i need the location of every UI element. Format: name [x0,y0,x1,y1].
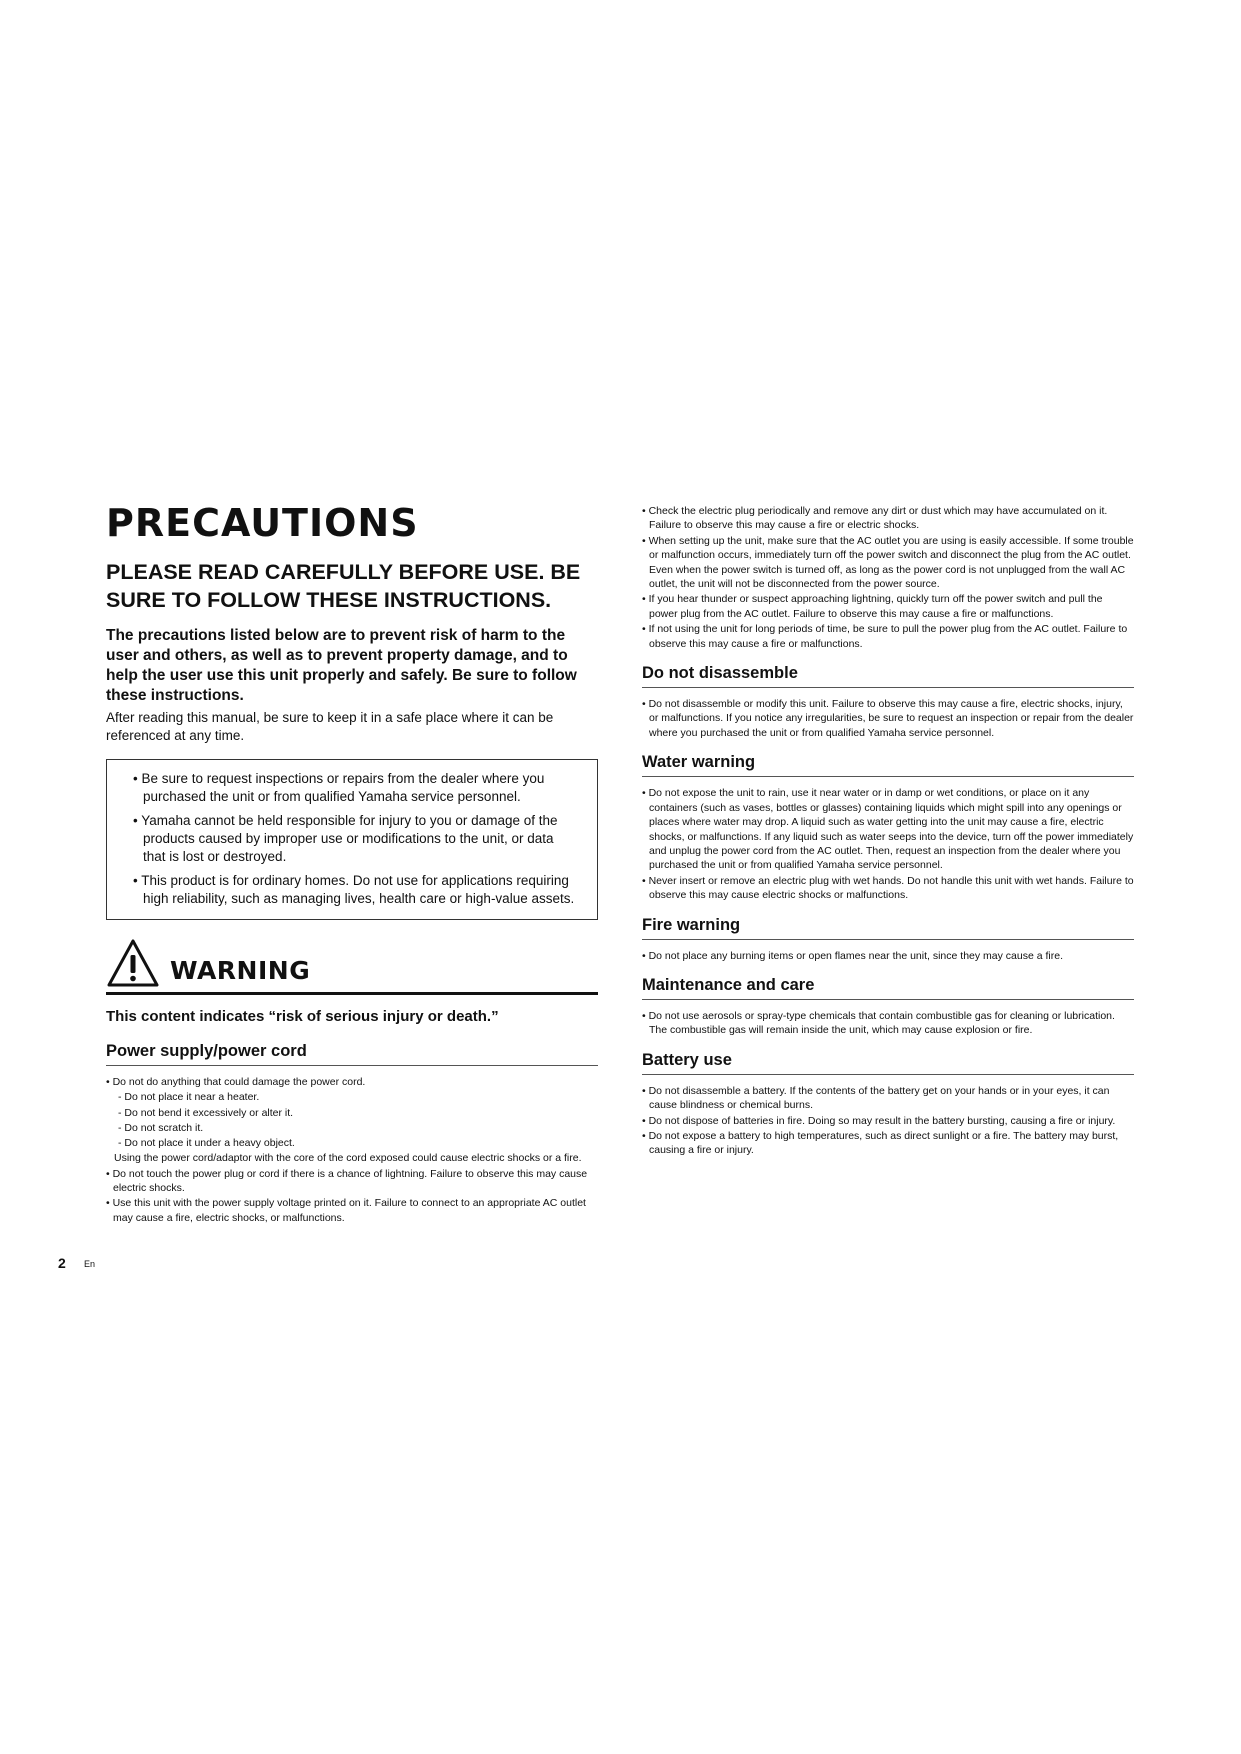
list-item: • Check the electric plug periodically and remove any dirt or dust which may have accumulated on it. Failure to observe this may cause a fire or electric shocks. [642,505,1108,532]
sub-item: - Do not place it near a heater. [118,1091,260,1104]
section-title: Fire warning [642,915,1134,940]
list-item: • Use this unit with the power supply voltage printed on it. Failure to connect to an appropriate AC outlet may cause a fire, electric shocks, or malfunctions. [106,1197,586,1224]
notice-item: • This product is for ordinary homes. Do not use for applications requiring high reliability, such as managing lives, health care or high-value assets. [133,873,575,906]
notice-item: • Yamaha cannot be held responsible for injury to you or damage of the products caused by improper use or modifications to the unit, or data that is lost or destroyed. [133,813,558,864]
list-item: • Do not expose the unit to rain, use it near water or in damp or wet conditions, or place on it any containers (such as vases, bottles or glasses) containing liquids which might spill into any openings or places where water may drop. A liquid such as water getting into the unit may cause a fire, electric shocks, or malfunctions. If any liquid such as water seeps into the device, turn off the power immediately and unplug the power cord from the AC outlet. Then, request an inspection from the dealer where you purchased the unit or from qualified Yamaha service personnel. [642,787,1134,872]
list-item: • Do not do anything that could damage the power cord. [106,1076,366,1088]
notice-item: • Be sure to request inspections or repairs from the dealer where you purchased the unit or from qualified Yamaha service personnel. [133,771,545,804]
sub-item: - Do not scratch it. [118,1121,204,1134]
list-item: • Never insert or remove an electric plug with wet hands. Do not handle this unit with wet hands. Failure to observe this may cause electric shocks or malfunctions. [642,874,1134,902]
section-items [642,786,1134,902]
intro-text: After reading this manual, be sure to keep it in a safe place where it can be referenced at any time. [106,710,554,743]
section-items [642,1084,1134,1158]
list-item: • Do not dispose of batteries in fire. Doing so may result in the battery bursting, causing a fire or injury. [642,1114,1116,1127]
list-item-continuation: Using the power cord/adaptor with the core of the cord exposed could cause electric shocks or a fire. [114,1152,582,1165]
section-title: Water warning [642,752,1134,777]
list-item: • Do not use aerosols or spray-type chemicals that contain combustible gas for cleaning or lubrication. The combustible gas will remain inside the unit, which may cause explosion or fire. [642,1009,1115,1037]
list-item: • Do not place any burning items or open flames near the unit, since they may cause a fire. [642,949,1063,962]
list-item: • Do not touch the power plug or cord if there is a chance of lightning. Failure to observe this may cause electric shocks. [106,1167,588,1195]
page-number: 2 [58,1255,66,1271]
warning-divider [106,992,598,995]
warning-triangle-icon [106,938,160,988]
section-items [106,1075,598,1225]
section-fire-warning [642,915,1134,963]
page-language: En [84,1259,96,1269]
section-title: Maintenance and care [642,975,1134,1000]
sub-item: - Do not bend it excessively or alter it. [118,1106,294,1119]
warning-description: This content indicates “risk of serious injury or death.” [106,1008,499,1025]
section-title: Do not disassemble [642,663,1134,688]
sub-item: - Do not place it under a heavy object. [118,1137,295,1150]
list-item: • Do not disassemble a battery. If the contents of the battery get on your hands or in your eyes, it can cause blindness or chemical burns. [642,1084,1110,1112]
section-maintenance [642,975,1134,1038]
page-subtitle: PLEASE READ CAREFULLY BEFORE USE. BE SURE TO FOLLOW THESE INSTRUCTIONS. [106,560,581,612]
list-item: • If not using the unit for long periods of time, be sure to pull the power plug from the AC outlet. Failure to observe this may cause a fire or malfunctions. [642,623,1128,650]
power-continued-items [642,504,1134,651]
warning-header [106,938,598,988]
intro-bold-text: The precautions listed below are to prevent risk of harm to the user and others, as well as to prevent property damage, and to help the user use this unit properly and safely. Be sure to follow these instructions. [106,627,577,704]
warning-label: WARNING [170,955,311,985]
notice-box [106,759,598,920]
left-column [106,500,598,1226]
section-water-warning [642,752,1134,902]
section-do-not-disassemble [642,663,1134,740]
section-power-supply [106,1041,598,1225]
section-title: Power supply/power cord [106,1041,598,1066]
section-items [642,697,1134,740]
list-item: • If you hear thunder or suspect approaching lightning, quickly turn off the power switch and pull the power plug from the AC outlet. Failure to observe this may cause a fire or malfunctions. [642,593,1103,620]
list-item: • Do not disassemble or modify this unit. Failure to observe this may cause a fire, electric shocks, injury, or malfunctions. If you notice any irregularities, be sure to request an inspection or repair from the dealer where you purchased the unit or from qualified Yamaha service personnel. [642,698,1134,739]
section-items [642,949,1134,963]
section-items [642,1009,1134,1038]
page-title: PRECAUTIONS [106,501,419,545]
right-column [642,504,1134,1159]
section-battery-use [642,1050,1134,1158]
list-item: • When setting up the unit, make sure that the AC outlet you are using is easily accessible. If some trouble or malfunction occurs, immediately turn off the power switch and disconnect the plug from the AC outlet. Even when the power switch is turned off, as long as the power cord is not unplugged from the wall AC outlet, the unit will not be disconnected from the power source. [642,534,1134,591]
list-item: • Do not expose a battery to high temperatures, such as direct sunlight or a fire. The battery may burst, causing a fire or injury. [642,1129,1119,1157]
section-title: Battery use [642,1050,1134,1075]
